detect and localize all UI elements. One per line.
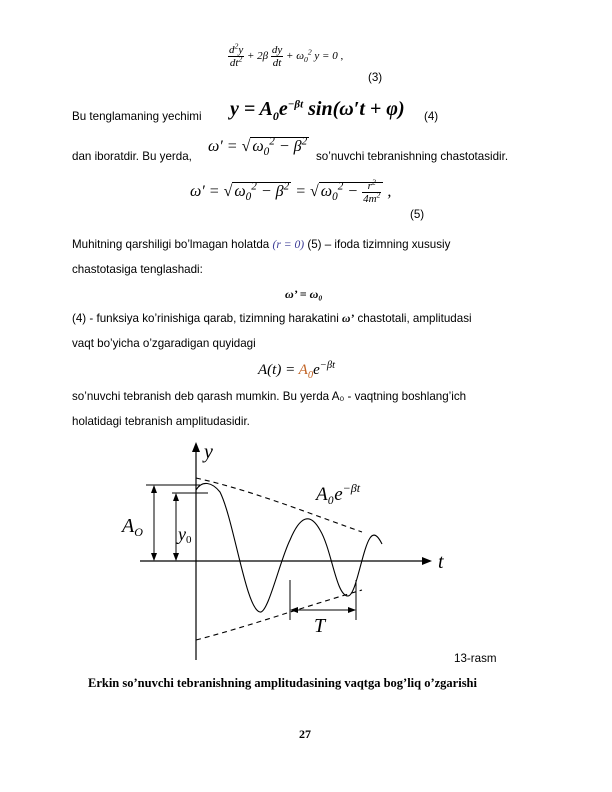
paragraph-where-end: so’nuvchi tebranishning chastotasidir. [316, 150, 509, 163]
paragraph-solution-intro: Bu tenglamaning yechimi [72, 110, 202, 123]
omega-prime-symbol: ω’ [342, 312, 355, 325]
A0-label: $A_O$ [122, 515, 143, 539]
equation-4: $y = A_0e^{-\beta t}$ sin(ω′t + φ) [230, 98, 405, 123]
omega-prime-formula: ω′ = √ $\omega_0^2 - \beta^2$ [208, 135, 308, 159]
y0-label: y0 [178, 524, 192, 546]
t-axis-label: t [438, 551, 444, 573]
paragraph-where: dan iboratdir. Bu yerda, [72, 150, 192, 163]
equation-5-number: (5) [410, 208, 425, 221]
equation-3: $\frac{d^2y}{dt^2}$ + 2β $\frac{dy}{dt}$ + $\omega_0^2$ y = 0 , [229, 41, 344, 69]
lower-envelope [196, 590, 362, 640]
damped-oscillation-figure [100, 440, 460, 665]
paragraph-no-resistance-line1: Muhitning qarshiligi bo’lmagan holatda (r = 0) (5) – ifoda tizimning xususiy [72, 238, 451, 251]
y-axis-arrow [192, 442, 200, 452]
paragraph-no-resistance-line2: chastotasiga tenglashadi: [72, 263, 203, 276]
omega-equality: ω’ = ω₀ [285, 287, 323, 301]
paragraph-function-line1: (4) - funksiya ko’rinishiga qarab, tizimning harakatini ω’ chastotali, amplitudasi [72, 312, 472, 325]
paragraph-function-line2: vaqt bo’yicha o’zgaradigan quyidagi [72, 337, 256, 350]
page-number: 27 [299, 727, 311, 741]
t-axis-arrow [422, 557, 432, 565]
amplitude-formula: $A(t) = A_0e^{-\beta t}$ [258, 360, 335, 381]
figure-number: 13-rasm [454, 652, 497, 665]
paragraph-damped-line1: so’nuvchi tebranish deb qarash mumkin. Bu yerda A₀ - vaqtning boshlang’ich [72, 390, 467, 403]
y-axis-label: y [204, 441, 213, 463]
figure-caption: Erkin so’nuvchi tebranishning amplitudasining vaqtga bog’liq o’zgarishi [88, 676, 477, 690]
paragraph-damped-line2: holatidagi tebranish amplitudasidir. [72, 415, 250, 428]
period-label: T [314, 615, 326, 637]
equation-5: ω′ = √ $\omega_0^2 - \beta^2$ = √ $\omega_0^2$ − $\frac{r^2}{4m^2}$ , [190, 177, 392, 205]
equation-4-number: (4) [424, 110, 439, 123]
envelope-label: $A_0e^{-\beta t}$ [316, 481, 361, 505]
equation-3-number: (3) [368, 71, 383, 84]
r-zero-condition: (r = 0) [272, 238, 305, 251]
